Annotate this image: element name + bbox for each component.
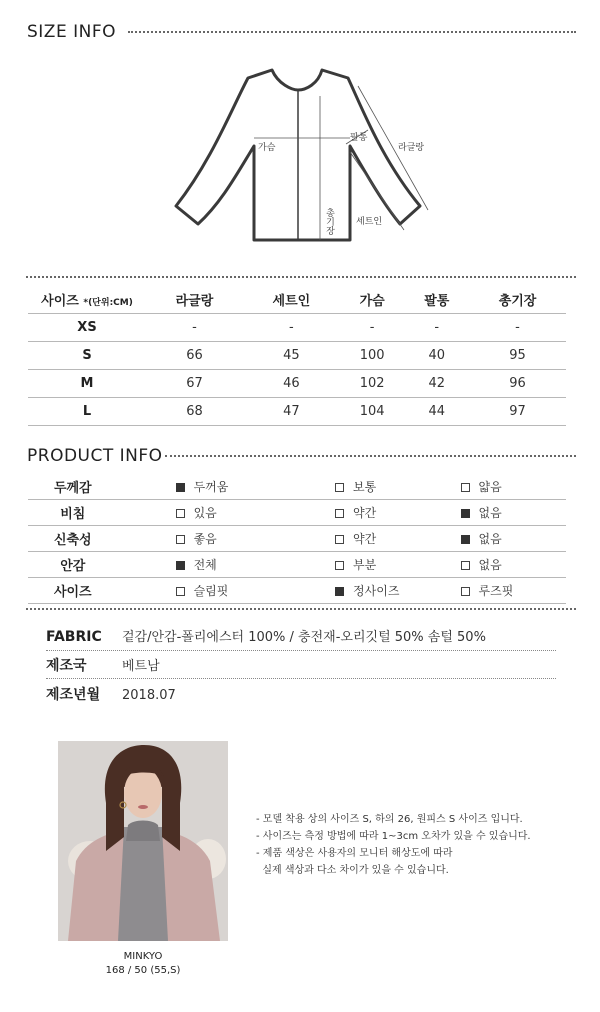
product-info-row bbox=[28, 578, 566, 604]
product-option-label: 약간 bbox=[353, 532, 377, 546]
size-table-header bbox=[28, 286, 566, 314]
product-info-table bbox=[28, 474, 566, 604]
product-option-label: 없음 bbox=[478, 532, 502, 546]
product-option bbox=[118, 552, 281, 578]
origin-value: 베트남 bbox=[122, 659, 160, 674]
product-option bbox=[441, 500, 566, 526]
value-cell: 46 bbox=[243, 370, 340, 398]
table-row bbox=[28, 370, 566, 398]
note-line: - 사이즈는 측정 방법에 따라 1~3cm 오차가 있을 수 있습니다. bbox=[256, 831, 531, 842]
jacket-size-diagram bbox=[170, 62, 440, 252]
notes-block bbox=[256, 811, 531, 879]
checked-checkbox[interactable] bbox=[461, 535, 470, 544]
value-cell: - bbox=[404, 314, 469, 342]
checkbox[interactable] bbox=[461, 587, 470, 596]
product-attr-label: 두께감 bbox=[28, 474, 118, 500]
size-info-divider bbox=[128, 31, 576, 33]
value-cell: 47 bbox=[243, 398, 340, 426]
column-header: 팔통 bbox=[404, 286, 469, 314]
fabric-row bbox=[46, 626, 486, 645]
product-option-label: 슬림핏 bbox=[193, 584, 229, 598]
product-attr-label: 신축성 bbox=[28, 526, 118, 552]
checkbox[interactable] bbox=[335, 509, 344, 518]
size-cell: M bbox=[28, 370, 146, 398]
value-cell: 102 bbox=[340, 370, 405, 398]
table-row bbox=[28, 398, 566, 426]
product-option bbox=[441, 526, 566, 552]
value-cell: - bbox=[340, 314, 405, 342]
value-cell: 100 bbox=[340, 342, 405, 370]
value-cell: 42 bbox=[404, 370, 469, 398]
size-table-divider bbox=[26, 276, 576, 278]
value-cell: 67 bbox=[146, 370, 243, 398]
origin-row-divider bbox=[46, 678, 556, 679]
product-option-label: 두꺼움 bbox=[193, 480, 229, 494]
column-header: 라글랑 bbox=[146, 286, 243, 314]
note-line: - 제품 색상은 사용자의 모니터 해상도에 따라 bbox=[256, 848, 453, 859]
value-cell: 40 bbox=[404, 342, 469, 370]
model-illustration bbox=[58, 741, 228, 941]
checkbox[interactable] bbox=[335, 535, 344, 544]
table-row bbox=[28, 342, 566, 370]
product-option bbox=[281, 552, 440, 578]
value-cell: - bbox=[243, 314, 340, 342]
size-cell: L bbox=[28, 398, 146, 426]
product-option-label: 있음 bbox=[193, 506, 217, 520]
size-header-cell bbox=[28, 286, 146, 314]
value-cell: 95 bbox=[469, 342, 566, 370]
product-option bbox=[441, 474, 566, 500]
product-info-row bbox=[28, 474, 566, 500]
checkbox[interactable] bbox=[335, 561, 344, 570]
product-option-label: 루즈핏 bbox=[478, 584, 514, 598]
raglan-label: 라글랑 bbox=[398, 143, 425, 153]
product-option-label: 보통 bbox=[353, 480, 377, 494]
fabric-value: 겉감/안감-폴리에스터 100% / 충전재-오리깃털 50% 솜털 50% bbox=[122, 630, 486, 645]
chest-label: 가슴 bbox=[258, 143, 276, 153]
size-cell: S bbox=[28, 342, 146, 370]
value-cell: 45 bbox=[243, 342, 340, 370]
checkbox[interactable] bbox=[461, 561, 470, 570]
product-option bbox=[281, 500, 440, 526]
product-option-label: 약간 bbox=[353, 506, 377, 520]
origin-label: 제조국 bbox=[46, 658, 87, 674]
product-attr-label: 비침 bbox=[28, 500, 118, 526]
checked-checkbox[interactable] bbox=[176, 561, 185, 570]
product-option-label: 정사이즈 bbox=[353, 584, 400, 598]
value-cell: 44 bbox=[404, 398, 469, 426]
note-line: - 모델 착용 상의 사이즈 S, 하의 26, 원피스 S 사이즈 입니다. bbox=[256, 814, 523, 825]
note-line: 실제 색상과 다소 차이가 있을 수 있습니다. bbox=[256, 865, 449, 876]
manufactured-row bbox=[46, 684, 176, 704]
product-option-label: 얇음 bbox=[478, 480, 502, 494]
column-header: 총기장 bbox=[469, 286, 566, 314]
value-cell: 104 bbox=[340, 398, 405, 426]
product-option bbox=[441, 578, 566, 604]
fabric-label: FABRIC bbox=[46, 629, 102, 645]
product-option-label: 전체 bbox=[193, 558, 217, 572]
value-cell: - bbox=[469, 314, 566, 342]
checked-checkbox[interactable] bbox=[176, 483, 185, 492]
manufactured-value: 2018.07 bbox=[122, 688, 176, 703]
value-cell: 68 bbox=[146, 398, 243, 426]
product-option bbox=[281, 578, 440, 604]
total-length-label: 총기장 bbox=[324, 208, 334, 235]
checkbox[interactable] bbox=[335, 483, 344, 492]
unit-label: *(단위:CM) bbox=[83, 298, 133, 308]
size-info-title: SIZE INFO bbox=[27, 22, 116, 42]
product-attr-label: 사이즈 bbox=[28, 578, 118, 604]
checkbox[interactable] bbox=[461, 483, 470, 492]
size-table bbox=[28, 286, 566, 426]
model-photo bbox=[58, 741, 228, 941]
size-cell: XS bbox=[28, 314, 146, 342]
product-info-row bbox=[28, 500, 566, 526]
setin-label: 세트인 bbox=[356, 217, 383, 227]
checkbox[interactable] bbox=[176, 587, 185, 596]
product-option bbox=[118, 474, 281, 500]
checkbox[interactable] bbox=[176, 535, 185, 544]
fabric-row-divider bbox=[46, 650, 556, 651]
product-info-row bbox=[28, 552, 566, 578]
product-info-title: PRODUCT INFO bbox=[27, 446, 163, 466]
product-option bbox=[281, 526, 440, 552]
product-info-row bbox=[28, 526, 566, 552]
checked-checkbox[interactable] bbox=[335, 587, 344, 596]
column-header: 세트인 bbox=[243, 286, 340, 314]
product-option bbox=[118, 526, 281, 552]
value-cell: 97 bbox=[469, 398, 566, 426]
product-option-label: 없음 bbox=[478, 558, 502, 572]
value-cell: - bbox=[146, 314, 243, 342]
product-info-divider bbox=[165, 455, 576, 457]
table-row bbox=[28, 314, 566, 342]
product-option bbox=[441, 552, 566, 578]
model-spec: 168 / 50 (55,S) bbox=[105, 965, 181, 976]
origin-row bbox=[46, 655, 160, 675]
product-option-label: 없음 bbox=[478, 506, 502, 520]
product-option-label: 부분 bbox=[353, 558, 377, 572]
product-attr-label: 안감 bbox=[28, 552, 118, 578]
size-header-label: 사이즈 bbox=[41, 294, 79, 309]
product-option bbox=[281, 474, 440, 500]
column-header: 가슴 bbox=[340, 286, 405, 314]
checked-checkbox[interactable] bbox=[461, 509, 470, 518]
product-option-label: 좋음 bbox=[193, 532, 217, 546]
value-cell: 96 bbox=[469, 370, 566, 398]
checkbox[interactable] bbox=[176, 509, 185, 518]
manufactured-label: 제조년월 bbox=[46, 687, 101, 703]
model-name: MINKYO bbox=[123, 951, 163, 962]
product-option bbox=[118, 500, 281, 526]
product-option bbox=[118, 578, 281, 604]
value-cell: 66 bbox=[146, 342, 243, 370]
fabric-divider bbox=[26, 608, 576, 610]
sleeve-label: 팔통 bbox=[350, 133, 368, 143]
